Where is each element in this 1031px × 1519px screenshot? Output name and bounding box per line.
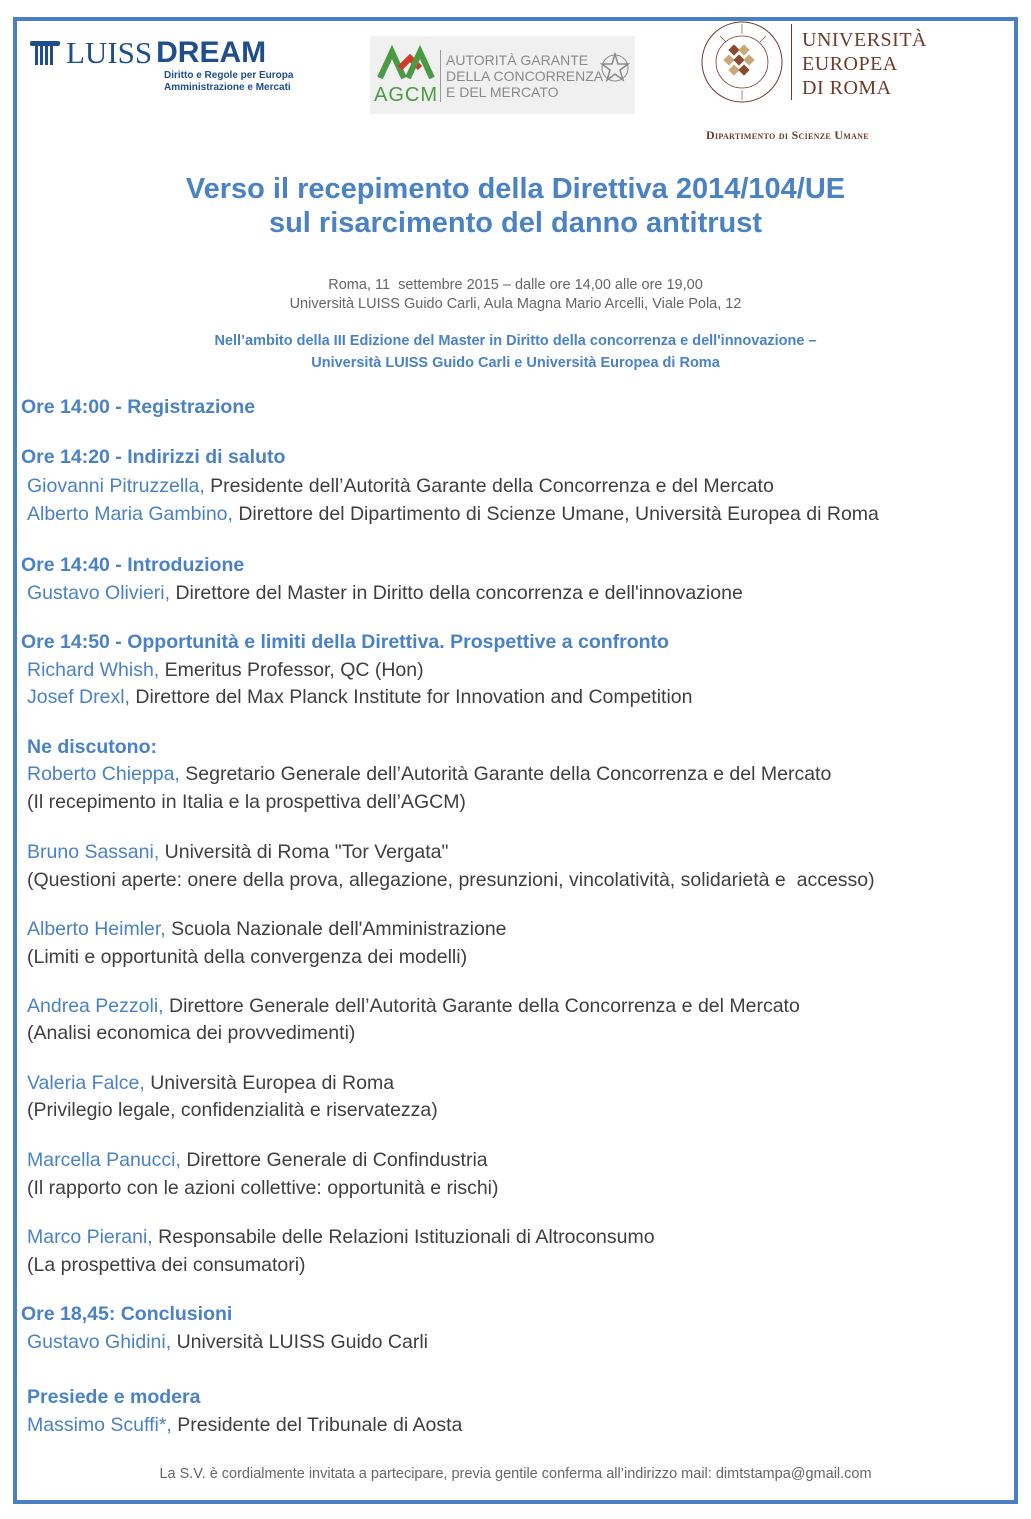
talk-topic: (Il recepimento in Italia e la prospettiva dell’AGCM) — [27, 791, 466, 813]
uer-name-line-1: UNIVERSITÀ — [802, 29, 927, 51]
section-heading: Ore 14:20 - Indirizzi di saluto — [21, 446, 286, 468]
speaker-role: Università Europea di Roma — [144, 1072, 395, 1094]
master-info — [0, 330, 1031, 374]
speaker-role: Direttore del Dipartimento di Scienze Umane, Università Europea di Roma — [232, 503, 879, 525]
speaker-role: Segretario Generale dell’Autorità Garante della Concorrenza e del Mercato — [179, 763, 832, 785]
luiss-tagline-2: Amministrazione e Mercati — [164, 82, 291, 93]
speaker-name: Andrea Pezzoli, — [27, 995, 164, 1017]
speaker-name: Marco Pierani, — [27, 1226, 153, 1248]
page-frame — [13, 17, 1018, 1504]
luiss-tagline-1: Diritto e Regole per Europa — [164, 70, 294, 81]
speaker-line — [27, 686, 693, 709]
speaker-role: Emeritus Professor, QC (Hon) — [159, 659, 424, 681]
speaker-line — [27, 918, 507, 941]
speaker-name: Gustavo Ghidini, — [27, 1331, 172, 1353]
section-heading: Ore 14:00 - Registrazione — [21, 396, 256, 418]
speaker-name: Alberto Maria Gambino, — [27, 503, 233, 525]
speaker-role: Università LUISS Guido Carli — [171, 1331, 428, 1353]
speaker-line — [27, 995, 800, 1018]
master-line-1: Nell’ambito della III Edizione del Master in Diritto della concorrenza e dell'innovazione – — [214, 333, 817, 349]
section-heading: Ore 14:40 - Introduzione — [21, 554, 245, 576]
column-icon — [30, 41, 60, 65]
speaker-role: Presidente del Tribunale di Aosta — [171, 1414, 463, 1436]
section-heading: Ore 14:50 - Opportunità e limiti della Direttiva. Prospettive a confronto — [21, 631, 669, 653]
speaker-role: Direttore del Max Planck Institute for Innovation and Competition — [129, 686, 693, 708]
speaker-name: Massimo Scuffi*, — [27, 1414, 172, 1436]
agcm-divider — [440, 50, 441, 102]
invitation-footer: La S.V. è cordialmente invitata a partecipare, previa gentile conferma all’indirizzo mail: dimtstampa@gmail.com — [159, 1466, 872, 1482]
uer-seal-icon — [700, 20, 784, 104]
uer-divider — [791, 24, 792, 100]
speaker-name: Gustavo Olivieri, — [27, 582, 171, 604]
speaker-role: Direttore Generale di Confindustria — [180, 1149, 488, 1171]
speaker-line — [27, 841, 448, 864]
agcm-name-line-1: AUTORITÀ GARANTE — [446, 52, 589, 68]
talk-topic: (Il rapporto con le azioni collettive: opportunità e rischi) — [27, 1177, 499, 1199]
speaker-name: Josef Drexl, — [27, 686, 130, 708]
uer-department: Dipartimento di Scienze Umane — [706, 128, 869, 142]
uer-name-line-3: DI ROMA — [802, 77, 892, 99]
talk-topic: (La prospettiva dei consumatori) — [27, 1254, 306, 1276]
speaker-line — [27, 503, 879, 526]
speaker-role: Direttore del Master in Diritto della concorrenza e dell'innovazione — [170, 582, 743, 604]
talk-topic: (Limiti e opportunità della convergenza dei modelli) — [27, 946, 468, 968]
event-date: Roma, 11 settembre 2015 – dalle ore 14,00 alle ore 19,00 — [328, 277, 703, 293]
agcm-name — [446, 52, 603, 100]
speaker-role: Università di Roma "Tor Vergata" — [159, 841, 449, 863]
speaker-role: Presidente dell’Autorità Garante della Concorrenza e del Mercato — [204, 475, 774, 497]
event-place: Università LUISS Guido Carli, Aula Magna Mario Arcelli, Viale Pola, 12 — [289, 296, 742, 312]
speaker-name: Richard Whish, — [27, 659, 160, 681]
section-heading: Ore 18,45: Conclusioni — [21, 1303, 233, 1325]
section-heading: Ne discutono: — [27, 736, 157, 758]
agcm-acronym: AGCM — [374, 84, 438, 106]
agcm-name-line-2: DELLA CONCORRENZA — [446, 68, 604, 84]
page-title — [0, 172, 1031, 240]
speaker-line — [27, 1226, 655, 1249]
speaker-line — [27, 763, 831, 786]
speaker-name: Valeria Falce, — [27, 1072, 145, 1094]
luiss-dream-logo — [30, 35, 320, 118]
speaker-name: Marcella Panucci, — [27, 1149, 181, 1171]
talk-topic: (Analisi economica dei provvedimenti) — [27, 1022, 356, 1044]
event-info — [0, 276, 1031, 314]
speaker-role: Scuola Nazionale dell'Amministrazione — [165, 918, 507, 940]
agcm-logo — [370, 36, 635, 114]
master-line-2: Università LUISS Guido Carli e Università Europea di Roma — [311, 355, 720, 371]
title-line-1: Verso il recepimento della Direttiva 2014/104/UE — [185, 173, 846, 205]
dream-wordmark: DREAM — [156, 36, 267, 69]
speaker-line — [27, 1149, 488, 1172]
luiss-wordmark: LUISS — [66, 35, 153, 70]
uer-name-line-2: EUROPEA — [802, 53, 898, 75]
luiss-tagline — [164, 70, 320, 94]
speaker-name: Bruno Sassani, — [27, 841, 160, 863]
republic-emblem-icon — [600, 52, 630, 86]
speaker-line — [27, 1331, 428, 1354]
speaker-role: Responsabile delle Relazioni Istituzionali di Altroconsumo — [152, 1226, 655, 1248]
talk-topic: (Privilegio legale, confidenzialità e riservatezza) — [27, 1099, 438, 1121]
speaker-name: Giovanni Pitruzzella, — [27, 475, 205, 497]
uer-logo — [700, 20, 940, 140]
speaker-name: Alberto Heimler, — [27, 918, 166, 940]
speaker-role: Direttore Generale dell’Autorità Garante della Concorrenza e del Mercato — [163, 995, 800, 1017]
speaker-name: Roberto Chieppa, — [27, 763, 180, 785]
speaker-line — [27, 659, 424, 682]
speaker-line — [27, 582, 743, 605]
speaker-line — [27, 1072, 394, 1095]
uer-name — [802, 28, 927, 100]
speaker-line — [27, 1414, 462, 1437]
agcm-name-line-3: E DEL MERCATO — [446, 84, 559, 100]
agcm-mark-icon — [376, 44, 436, 84]
title-line-2: sul risarcimento del danno antitrust — [268, 207, 763, 239]
talk-topic: (Questioni aperte: onere della prova, allegazione, presunzioni, vincolatività, solidarietà e accesso) — [27, 869, 875, 891]
section-heading: Presiede e modera — [27, 1386, 201, 1408]
speaker-line — [27, 475, 774, 498]
